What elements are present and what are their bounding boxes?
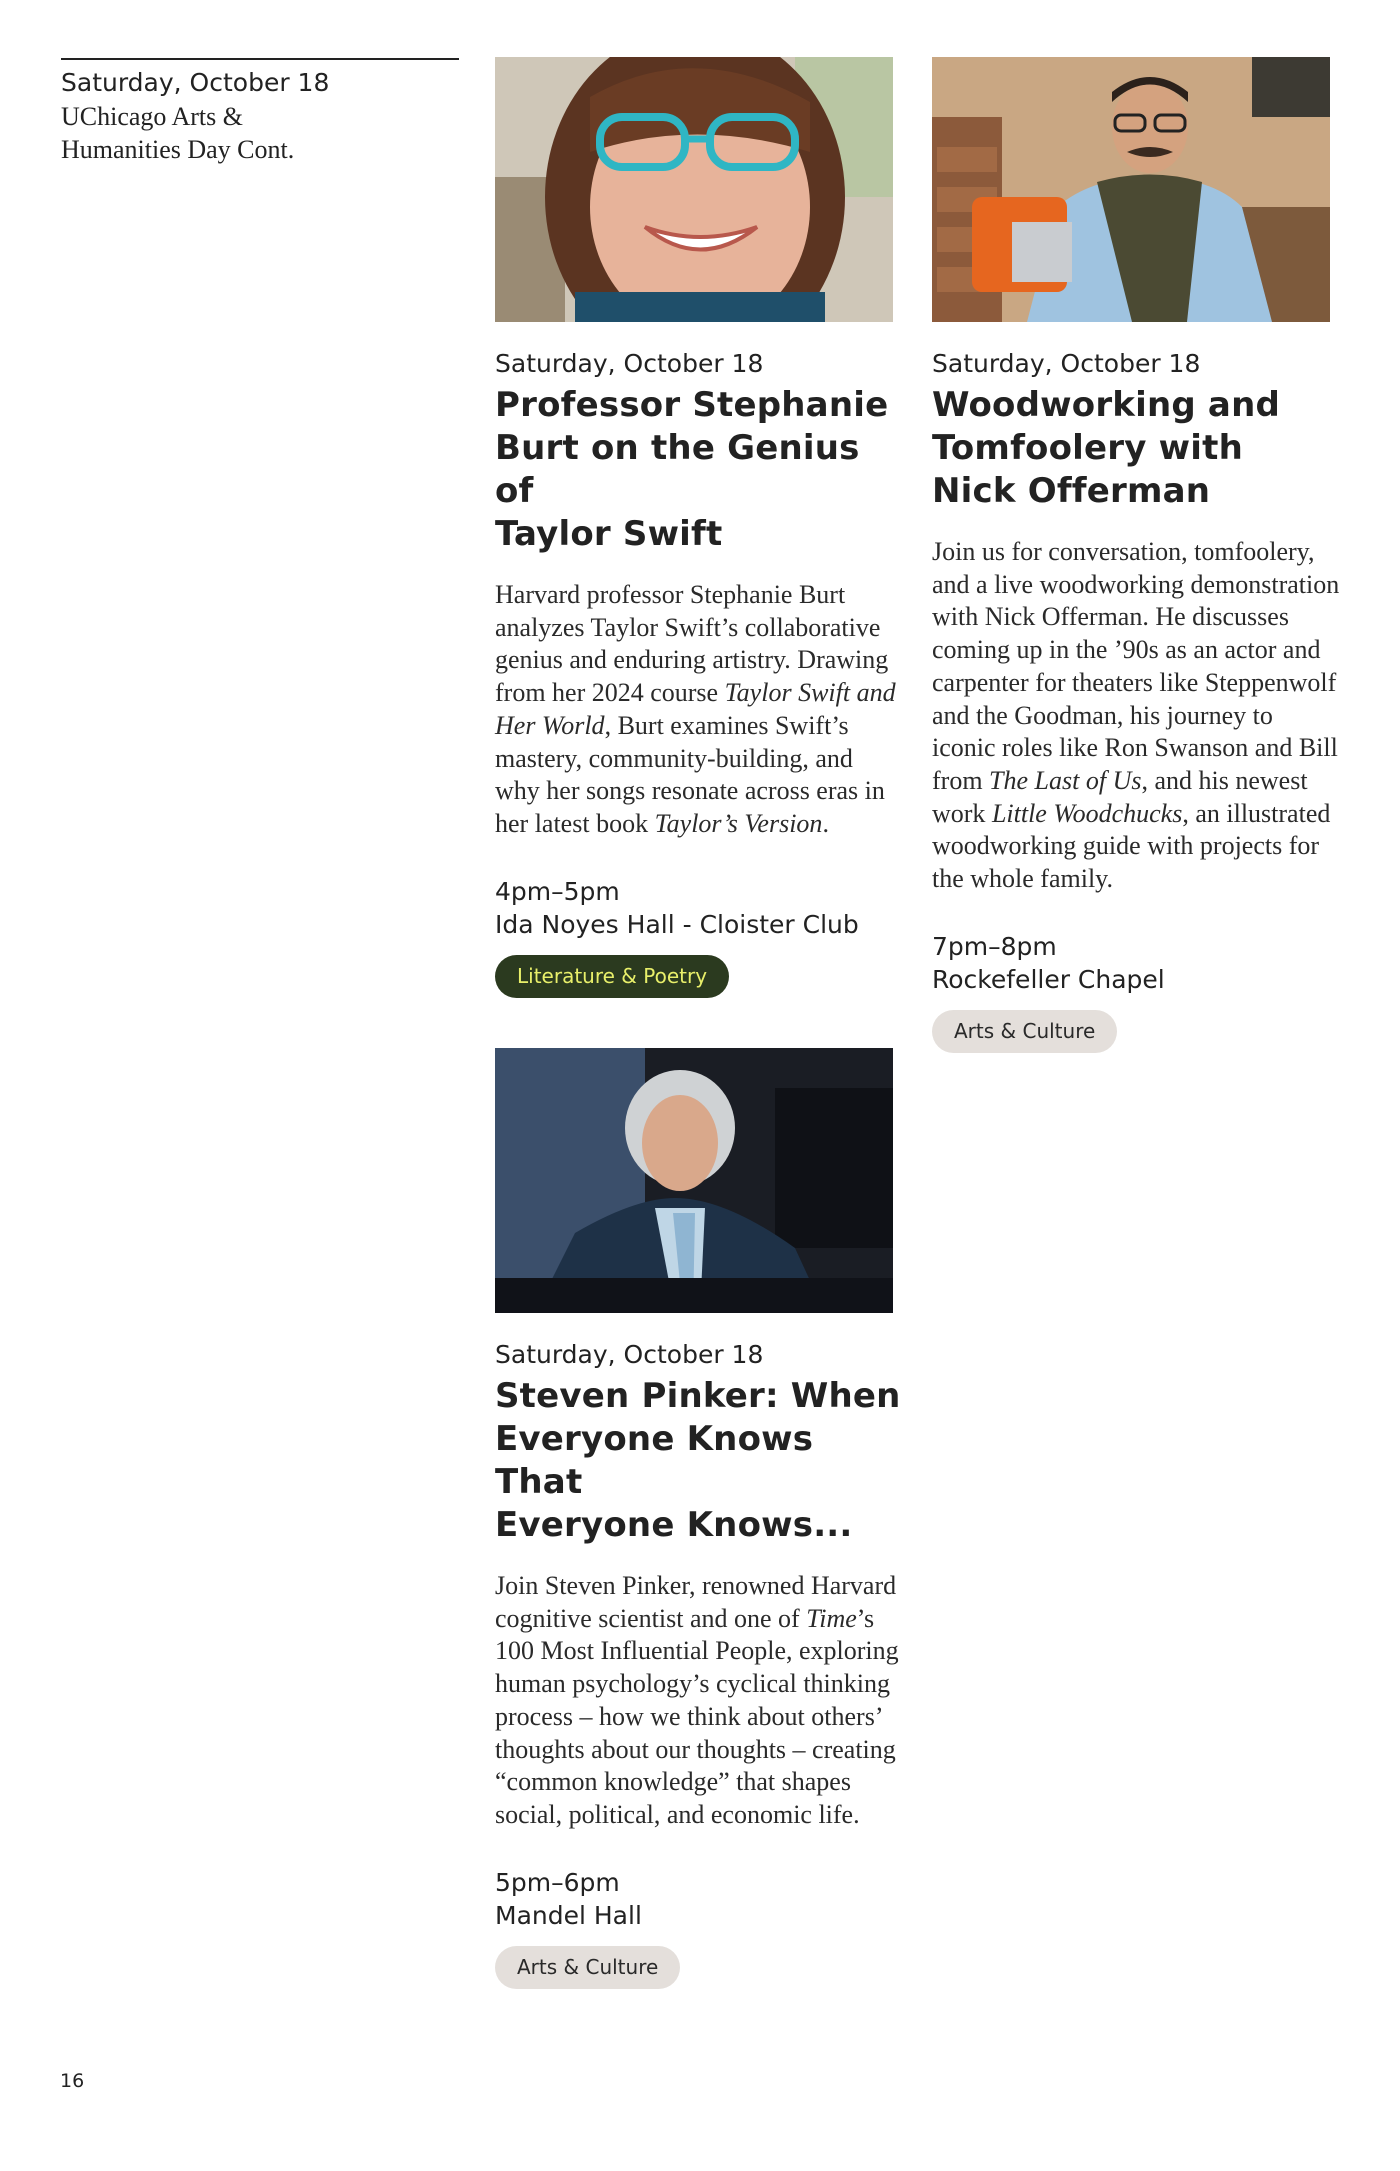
- event-title-line: Woodworking and: [932, 385, 1281, 425]
- section-header: [61, 66, 459, 166]
- event-date: Saturday, October 18: [495, 349, 764, 378]
- event-title: [495, 384, 903, 556]
- section-title-line: UChicago Arts &: [61, 102, 243, 131]
- desc-text: , and his newest work: [932, 765, 1308, 828]
- desc-emphasis: Time: [806, 1603, 857, 1633]
- event-description: [495, 1570, 903, 1832]
- section-date: Saturday, October 18: [61, 68, 330, 97]
- event-photo-stephanie-burt: [495, 57, 893, 322]
- event-photo-nick-offerman: [932, 57, 1330, 322]
- section-title-line: Humanities Day Cont.: [61, 135, 295, 164]
- desc-text: Join us for conversation, tomfoolery, and a live woodworking demonstration with Nick Offerman. He discusses coming up in the ’90s as an actor and carpenter for theaters like Steppenwolf and the Goodman, his journey to iconic roles like Ron Swanson and Bill from: [932, 537, 1340, 795]
- event-venue: Rockefeller Chapel: [932, 964, 1165, 994]
- desc-text: Harvard professor Stephanie Burt analyzes Taylor Swift’s collaborative genius and enduring artistry. Drawing from her 2024 course: [495, 580, 889, 708]
- page-number: 16: [60, 2070, 85, 2092]
- event-photo-steven-pinker: [495, 1048, 893, 1313]
- event-time: 4pm–5pm: [495, 876, 620, 906]
- desc-emphasis: Taylor Swift and Her World: [495, 678, 896, 740]
- category-tag[interactable]: Arts & Culture: [932, 1010, 1117, 1053]
- event-title-line: Taylor Swift: [495, 514, 723, 554]
- event-title: [495, 1375, 903, 1547]
- desc-text: , Burt examines Swift’s mastery, community-building, and why her songs resonate across eras in her latest book: [495, 710, 885, 838]
- desc-text: ’s 100 Most Influential People, exploring human psychology’s cyclical thinking process – how we think about others’ thoughts about our thoughts – creating “common knowledge” that shapes social, political, and economic life.: [495, 1603, 899, 1829]
- event-title-line: Tomfoolery with: [932, 428, 1243, 468]
- event-title-line: Everyone Knows That: [495, 1419, 814, 1502]
- event-description: [932, 536, 1340, 896]
- desc-text: .: [822, 808, 829, 838]
- desc-emphasis: Taylor’s Version: [654, 808, 823, 838]
- event-card-stephanie-burt: [495, 57, 903, 998]
- event-title-line: Steven Pinker: When: [495, 1376, 901, 1416]
- event-date: Saturday, October 18: [932, 349, 1201, 378]
- desc-text: , an illustrated woodworking guide with projects for the whole family.: [932, 798, 1331, 894]
- event-title-line: Everyone Knows...: [495, 1505, 853, 1545]
- desc-emphasis: The Last of Us: [989, 765, 1142, 795]
- event-title-line: Nick Offerman: [932, 471, 1211, 511]
- event-venue: Ida Noyes Hall - Cloister Club: [495, 909, 859, 939]
- event-card-steven-pinker: [495, 1048, 903, 1989]
- section-divider: [61, 58, 459, 60]
- event-venue: Mandel Hall: [495, 1900, 642, 1930]
- section-title: [61, 100, 459, 166]
- desc-emphasis: Little Woodchucks: [991, 798, 1183, 828]
- event-time: 5pm–6pm: [495, 1867, 620, 1897]
- desc-text: Join Steven Pinker, renowned Harvard cognitive scientist and one of: [495, 1571, 897, 1633]
- category-tag[interactable]: Arts & Culture: [495, 1946, 680, 1989]
- event-time: 7pm–8pm: [932, 931, 1057, 961]
- category-tag[interactable]: Literature & Poetry: [495, 955, 729, 998]
- event-description: [495, 579, 903, 841]
- event-title: [932, 384, 1340, 513]
- event-card-nick-offerman: [932, 57, 1340, 1053]
- event-title-line: Burt on the Genius of: [495, 428, 860, 511]
- event-title-line: Professor Stephanie: [495, 385, 889, 425]
- event-date: Saturday, October 18: [495, 1340, 764, 1369]
